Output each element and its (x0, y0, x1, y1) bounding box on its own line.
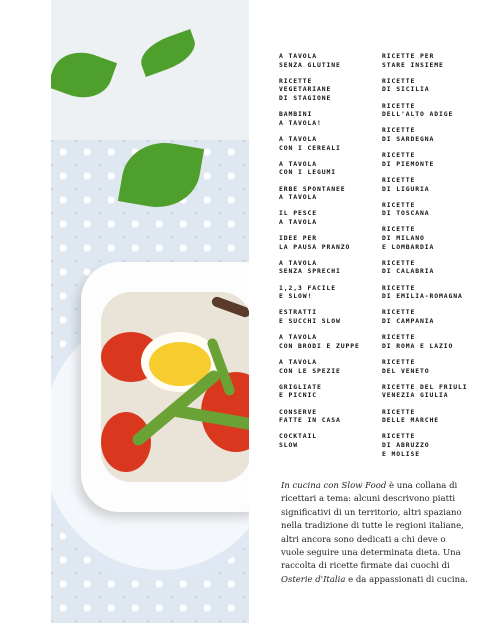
series-list-right (382, 52, 467, 466)
description-text: e da appassionati di cucina. (345, 574, 468, 585)
series-title: RICETTE DI CALABRIA (382, 258, 435, 276)
series-title: CONSERVE FATTE IN CASA (279, 407, 341, 425)
series-title: RICETTE DEL FRIULI VENEZIA GIULIA (382, 382, 468, 400)
series-title: RICETTE DI ROMA E LAZIO (382, 333, 454, 350)
series-title: ESTRATTI E SUCCHI SLOW (279, 308, 341, 325)
series-title: A TAVOLA CON BRODI E ZUPPE (279, 333, 360, 350)
basil-leaf (136, 29, 201, 77)
series-title: IDEE PER LA PAUSA PRANZO (279, 234, 351, 251)
series-title: RICETTE DI ABRUZZO E MOLISE (382, 432, 430, 458)
series-title: RICETTE VEGETARIANE DI STAGIONE (279, 76, 332, 102)
series-title: A TAVOLA CON I LEGUMI (279, 159, 336, 177)
series-title: IL PESCE A TAVOLA (279, 209, 317, 226)
salad (101, 292, 249, 482)
series-list-left (279, 52, 360, 457)
series-title: BAMBINI A TAVOLA! (279, 110, 322, 127)
series-title: RICETTE DI PIEMONTE (382, 151, 435, 168)
series-title: A TAVOLA CON LE SPEZIE (279, 357, 341, 375)
series-title: A TAVOLA CON I CEREALI (279, 134, 341, 152)
series-title: COCKTAIL SLOW (279, 432, 317, 449)
description-text: è una collana di ricettari a tema: alcuni descrivono piatti significativi di un territorio, altri spaziano nella tradizione di tutte le regioni italiane, altri ancora sono dedicati a chi deve o vuole seguire una determinata dieta. Una raccolta di ricette firmate dai cuochi di (281, 481, 464, 572)
series-title: RICETTE DI TOSCANA (382, 200, 430, 218)
basil-leaf (51, 43, 117, 106)
series-title: RICETTE DI SARDEGNA (382, 126, 435, 143)
series-title: RICETTE DI MILANO E LOMBARDIA (382, 225, 435, 251)
series-title: A TAVOLA SENZA GLUTINE (279, 52, 341, 69)
series-title: A TAVOLA SENZA SPRECHI (279, 258, 341, 276)
guide-name: Osterie d'Italia (281, 574, 346, 585)
series-title: RICETTE DI EMILIA-ROMAGNA (382, 283, 463, 301)
series-title: RICETTE PER STARE INSIEME (382, 52, 444, 69)
series-title: RICETTE DI LIGURIA (382, 175, 430, 193)
salad-photo (51, 0, 249, 623)
series-description (281, 480, 471, 587)
series-title: RICETTE DI CAMPANIA (382, 308, 435, 325)
series-title: 1,2,3 FACILE E SLOW! (279, 283, 336, 301)
series-title: RICETTE DELLE MARCHE (382, 407, 439, 425)
series-title: RICETTE DEL VENETO (382, 357, 430, 375)
series-title: ERBE SPONTANEE A TAVOLA (279, 184, 346, 202)
series-title: RICETTE DI SICILIA (382, 76, 430, 94)
series-name: In cucina con Slow Food (281, 481, 387, 491)
series-title: RICETTE DELL'ALTO ADIGE (382, 101, 454, 119)
series-title: GRIGLIATE E PICNIC (279, 382, 322, 400)
